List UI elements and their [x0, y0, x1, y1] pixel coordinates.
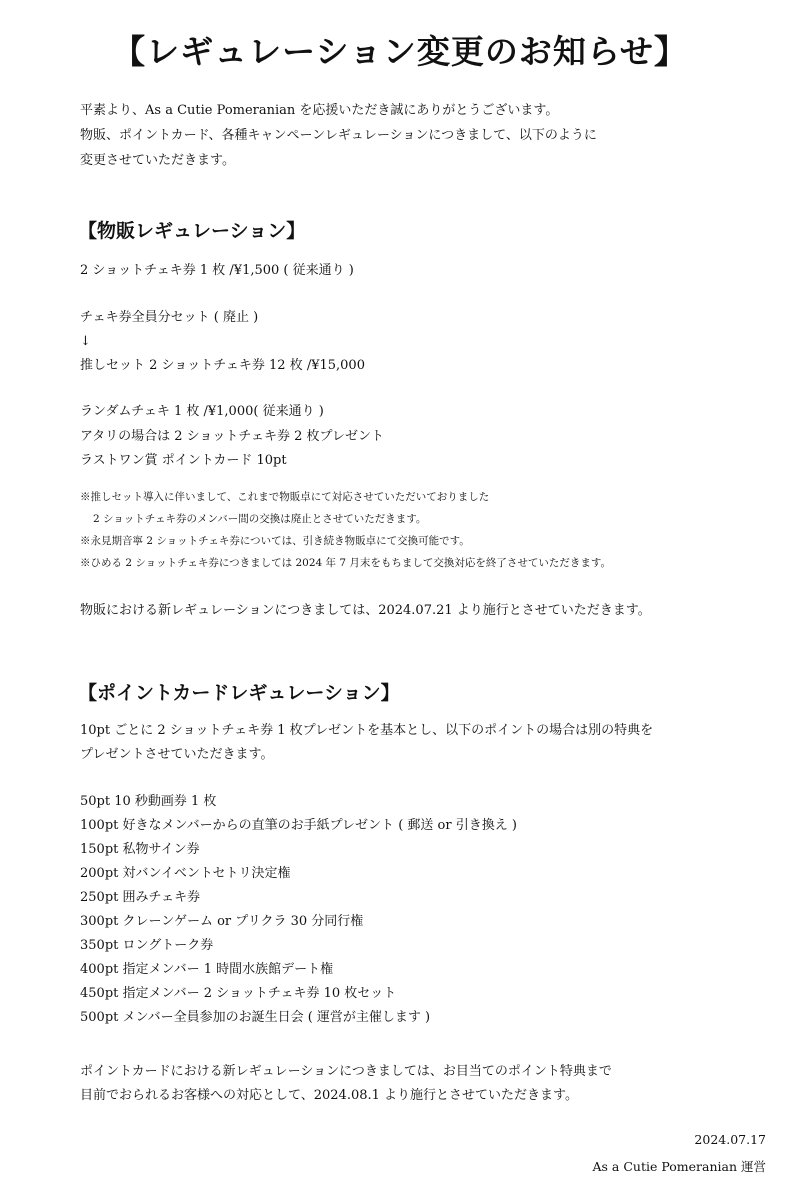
points-item-250: 250pt 囲みチェキ券	[80, 890, 201, 905]
merch-line-4: ランダムチェキ 1 枚 /¥1,000( 従来通り )	[80, 404, 324, 419]
merch-note-4: ※ひめる 2 ショットチェキ券につきましては 2024 年 7 月末をもちまして交換対応を終了させていただきます。	[80, 557, 612, 569]
merch-note-2: 2 ショットチェキ券のメンバー間の交換は廃止とさせていただきます。	[93, 513, 427, 525]
points-effective-2: 目前でおられるお客様への対応として、2024.08.1 より施行とさせていただきます。	[80, 1088, 578, 1103]
intro-line-1: 平素より、As a Cutie Pomeranian を応援いただき誠にありがとうございます。	[80, 103, 559, 118]
merch-arrow: ↓	[80, 334, 91, 349]
merch-note-3: ※永見期音寧 2 ショットチェキ券については、引き続き物販卓にて交換可能です。	[80, 535, 470, 547]
intro-line-2: 物販、ポイントカード、各種キャンペーンレギュレーションにつきまして、以下のように	[80, 128, 597, 143]
merch-note-1: ※推しセット導入に伴いまして、これまで物販卓にて対応させていただいておりました	[80, 491, 490, 503]
merch-line-3: 推しセット 2 ショットチェキ券 12 枚 /¥15,000	[80, 358, 365, 373]
points-item-400: 400pt 指定メンバー 1 時間水族館デート権	[80, 962, 334, 977]
points-item-300: 300pt クレーンゲーム or プリクラ 30 分同行権	[80, 914, 364, 929]
points-item-350: 350pt ロングトーク券	[80, 938, 214, 953]
page-title: 【レギュレーション変更のお知らせ】	[112, 32, 688, 71]
points-intro-1: 10pt ごとに 2 ショットチェキ券 1 枚プレゼントを基本とし、以下のポイントの場合は別の特典を	[80, 723, 654, 738]
points-item-500: 500pt メンバー全員参加のお誕生日会 ( 運営が主催します )	[80, 1010, 431, 1025]
points-item-50: 50pt 10 秒動画券 1 枚	[80, 794, 217, 809]
points-item-100: 100pt 好きなメンバーからの直筆のお手紙プレゼント ( 郵送 or 引き換え )	[80, 818, 517, 833]
merch-line-1: 2 ショットチェキ券 1 枚 /¥1,500 ( 従来通り )	[80, 263, 354, 278]
points-item-450: 450pt 指定メンバー 2 ショットチェキ券 10 枚セット	[80, 986, 397, 1001]
merch-effective: 物販における新レギュレーションにつきましては、2024.07.21 より施行とさせていただきます。	[80, 603, 651, 618]
points-item-200: 200pt 対バンイベントセトリ決定権	[80, 866, 291, 881]
footer-signature: As a Cutie Pomeranian 運営	[592, 1159, 766, 1174]
merch-line-2: チェキ券全員分セット ( 廃止 )	[80, 310, 259, 325]
points-item-150: 150pt 私物サイン券	[80, 842, 200, 857]
points-heading: 【ポイントカードレギュレーション】	[78, 682, 400, 704]
merch-line-6: ラストワン賞 ポイントカード 10pt	[80, 453, 287, 468]
intro-line-3: 変更させていただきます。	[80, 153, 235, 168]
points-effective-1: ポイントカードにおける新レギュレーションにつきましては、お目当てのポイント特典まで	[80, 1064, 612, 1079]
merch-line-5: アタリの場合は 2 ショットチェキ券 2 枚プレゼント	[80, 429, 384, 444]
footer-date: 2024.07.17	[694, 1132, 766, 1147]
merch-heading: 【物販レギュレーション】	[78, 220, 306, 242]
points-intro-2: プレゼントさせていただきます。	[80, 747, 274, 762]
